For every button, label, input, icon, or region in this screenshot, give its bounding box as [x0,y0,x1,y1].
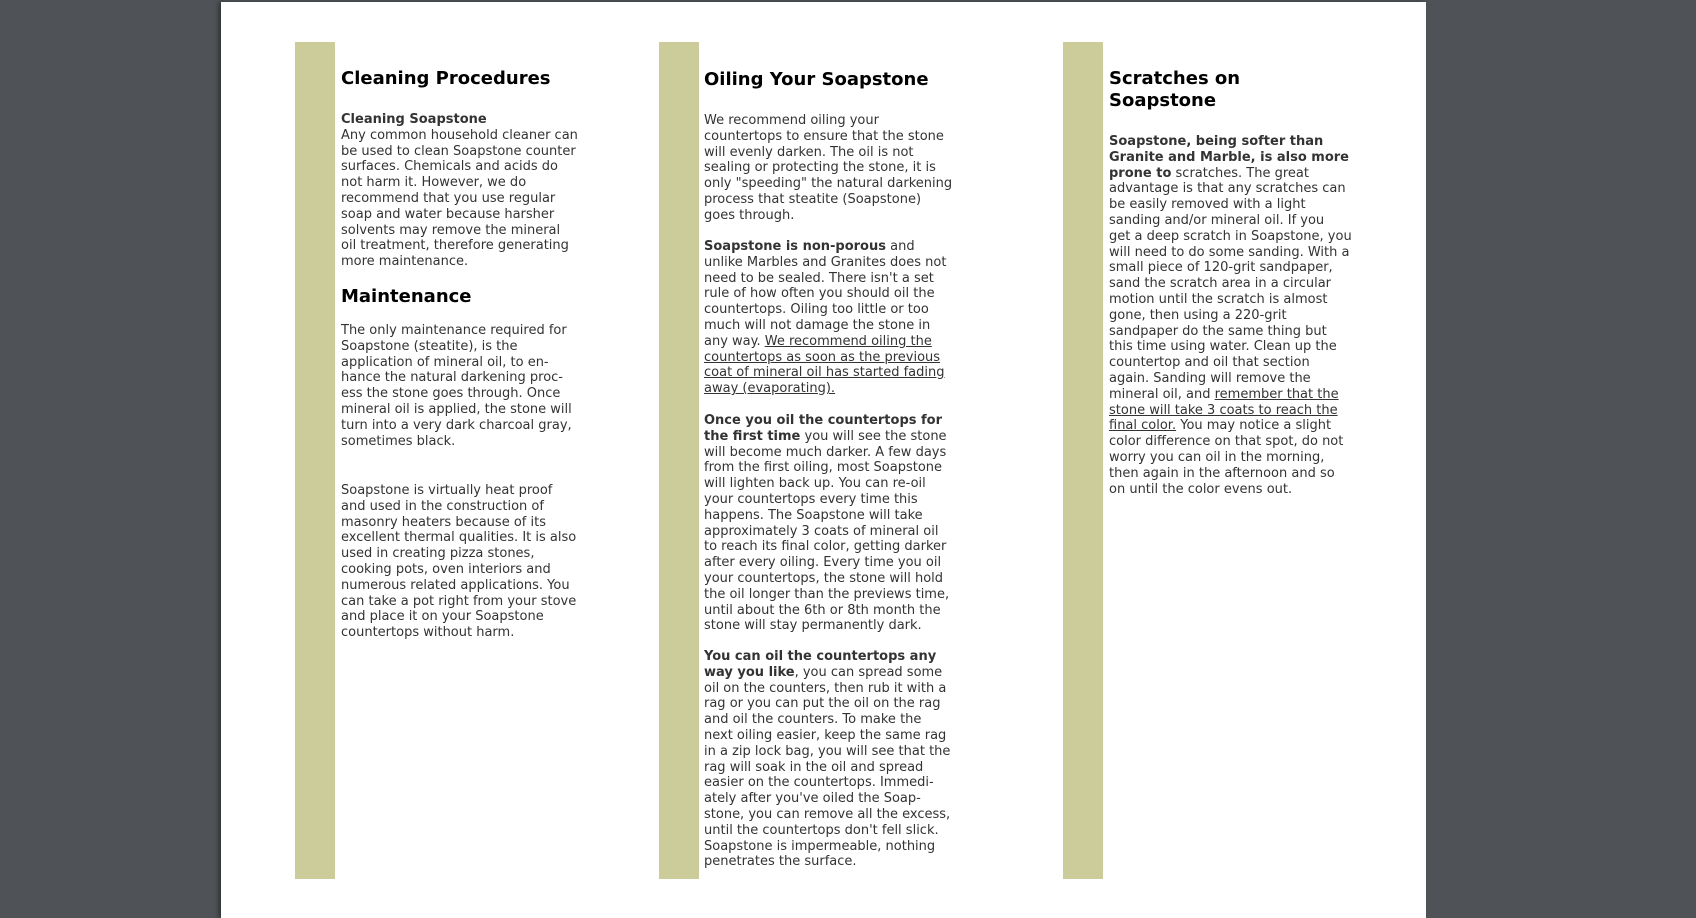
paragraph [341,323,601,449]
text-line: be used to clean Soapstone counter [341,143,576,159]
text-line: sandpaper do the same thing but [1109,323,1327,339]
text-line: more maintenance. [341,254,469,270]
text-line: again. Sanding will remove the [1109,370,1311,386]
text-line: masonry heaters because of its [341,514,546,530]
text-line: only "speeding" the natural darkening [704,176,953,192]
column-accent-bar [659,42,699,879]
text-line: stone, you can remove all the excess, [704,806,951,822]
text-line: need to be sealed. There isn't a set [704,270,934,286]
text-line: motion until the scratch is almost [1109,291,1328,307]
text-line: Cleaning Procedures [341,68,551,89]
text-line: to reach its final color, getting darker [704,539,947,555]
text-line: will become much darker. A few days [704,444,947,460]
bold-text: You can oil the countertops any [704,649,937,664]
text-line: can take a pot right from your stove [341,593,577,609]
text-line: Soapstone is virtually heat proof [341,483,553,498]
text-line: sealing or protecting the stone, it is [704,160,936,176]
text-line: Scratches on [1109,68,1241,89]
text-line: will lighten back up. You can re-oil [704,476,926,492]
text-line [1109,166,1369,182]
text-line: The only maintenance required for [341,323,567,338]
text-line: surfaces. Chemicals and acids do [341,159,558,175]
text-line [1109,134,1369,150]
bold-text: prone to [1109,165,1172,181]
text: any way. [704,333,765,349]
text-line [1109,418,1369,434]
text-line: solvents may remove the mineral [341,222,561,238]
bold-text: Soapstone is non-porous [704,239,886,254]
text-line: easier on the countertops. Immedi- [704,775,934,791]
underlined-text: coat of mineral oil has started fading [704,365,945,381]
text-line: until about the 6th or 8th month the [704,602,941,618]
text-line: the oil longer than the previews time, [704,586,950,602]
bold-text: way you like [704,664,795,680]
underlined-text: remember that the [1214,386,1339,402]
text-line [1109,150,1369,166]
text: scratches. The great [1171,165,1309,181]
text-line: countertops without harm. [341,625,515,641]
text-line: your countertops every time this [704,491,918,507]
text-line: on until the color evens out. [1109,481,1293,497]
text-line: this time using water. Clean up the [1109,339,1337,355]
text-line [704,665,964,681]
paragraph [704,649,964,870]
text-line: soap and water because harsher [341,206,555,222]
text-line [1109,403,1369,419]
text-line: oil on the counters, then rub it with a [704,680,947,696]
text-line: rag will soak in the oil and spread [704,759,924,775]
text-line: next oiling easier, keep the same rag [704,727,947,743]
text-line: your countertops, the stone will hold [704,570,944,586]
text-line: Soapstone (steatite), is the [341,338,518,354]
bold-text: Cleaning Soapstone [341,112,487,127]
text-line: ately after you've oiled the Soap- [704,791,921,807]
underlined-text: away (evaporating). [704,381,836,397]
text-line: excellent thermal qualities. It is also [341,530,577,546]
text-line: application of mineral oil, to en- [341,354,549,370]
text-line: advantage is that any scratches can [1109,181,1346,197]
text-line: Maintenance [341,286,472,307]
text-line [704,334,964,350]
text-line: sometimes black. [341,433,456,449]
section-heading [341,286,601,308]
paragraph [341,112,601,270]
text-line: after every oiling. Every time you oil [704,555,942,571]
text-line: stone will stay permanently dark. [704,618,922,634]
bold-text: Once you oil the countertops for [704,413,943,428]
text-line: sand the scratch area in a circular [1109,276,1332,292]
text: mineral oil, and [1109,386,1215,402]
underlined-text: stone will take 3 coats to reach the [1109,402,1338,418]
text-line: much will not damage the stone in [704,317,931,333]
text-line: oil treatment, therefore generating [341,238,569,254]
text-line: penetrates the surface. [704,854,857,870]
column-accent-bar [1063,42,1103,879]
text-line: goes through. [704,207,795,223]
bold-text: Soapstone, being softer than [1109,134,1324,149]
text-line: ess the stone goes through. Once [341,386,561,402]
text-line: process that steatite (Soapstone) [704,191,922,207]
text: and [885,239,915,254]
text-line: will need to do some sanding. With a [1109,244,1350,260]
text-line: recommend that you use regular [341,190,556,206]
text-line: small piece of 120-grit sandpaper, [1109,260,1333,276]
text-line: happens. The Soapstone will take [704,507,923,523]
text-line: until the countertops don't fell slick. [704,822,939,838]
text-line: color difference on that spot, do not [1109,434,1344,450]
text: you will see the stone [800,428,947,444]
text-line: hance the natural darkening proc- [341,370,563,386]
text-line: worry you can oil in the morning, [1109,449,1325,465]
underlined-text: We recommend oiling the [764,333,932,349]
text: You may notice a slight [1176,418,1332,434]
text-line: Oiling Your Soapstone [704,69,929,90]
text-line: numerous related applications. You [341,577,570,593]
text-line: then again in the afternoon and so [1109,465,1335,481]
section-heading [704,69,964,91]
text-line: Soapstone is impermeable, nothing [704,838,936,854]
text-line: be easily removed with a light [1109,197,1306,213]
text-line: turn into a very dark charcoal gray, [341,417,572,433]
text-line: countertops to ensure that the stone [704,128,944,144]
text-line: get a deep scratch in Soapstone, you [1109,228,1352,244]
text-line [704,381,964,397]
text-line: not harm it. However, we do [341,175,527,191]
paragraph [704,413,964,634]
text-line: approximately 3 coats of mineral oil [704,523,939,539]
column-accent-bar [295,42,335,879]
text: , you can spread some [794,664,943,680]
text-line [704,413,964,429]
text-line: rule of how often you should oil the [704,286,935,302]
text-line: cooking pots, oven interiors and [341,561,551,577]
text-line: from the first oiling, most Soapstone [704,460,943,476]
section-heading [341,68,601,90]
bold-text: Granite and Marble, is also more [1109,149,1349,165]
text-line: rag or you can put the oil on the rag [704,696,941,712]
paragraph [704,113,964,224]
underlined-text: final color. [1109,418,1177,434]
section-heading [1109,68,1369,112]
text-line [704,350,964,366]
text-line [704,429,964,445]
text-line: and oil the counters. To make the [704,712,922,728]
text-line: unlike Marbles and Granites does not [704,254,947,270]
text-line: countertop and oil that section [1109,355,1310,371]
text-line [704,239,964,255]
bold-text: the first time [704,428,801,444]
text-line: Any common household cleaner can [341,127,578,143]
text-line: will evenly darken. The oil is not [704,144,914,160]
paragraph [704,239,964,397]
document-page [221,2,1426,918]
paragraph [1109,134,1369,497]
text-line: and used in the construction of [341,498,544,514]
text-line: We recommend oiling your [704,113,879,128]
text-line: used in creating pizza stones, [341,546,535,562]
text-line: sanding and/or mineral oil. If you [1109,212,1325,228]
text-line [341,112,601,128]
text-line: in a zip lock bag, you will see that the [704,743,951,759]
text-line [704,649,964,665]
text-line: gone, then using a 220-grit [1109,307,1287,323]
underlined-text: countertops as soon as the previous [704,349,941,365]
text-line: and place it on your Soapstone [341,609,544,625]
text-line [704,365,964,381]
paragraph [341,483,601,641]
text-line [1109,387,1369,403]
text-line: Soapstone [1109,90,1217,111]
text-line: countertops. Oiling too little or too [704,302,929,318]
text-line: mineral oil is applied, the stone will [341,401,572,417]
